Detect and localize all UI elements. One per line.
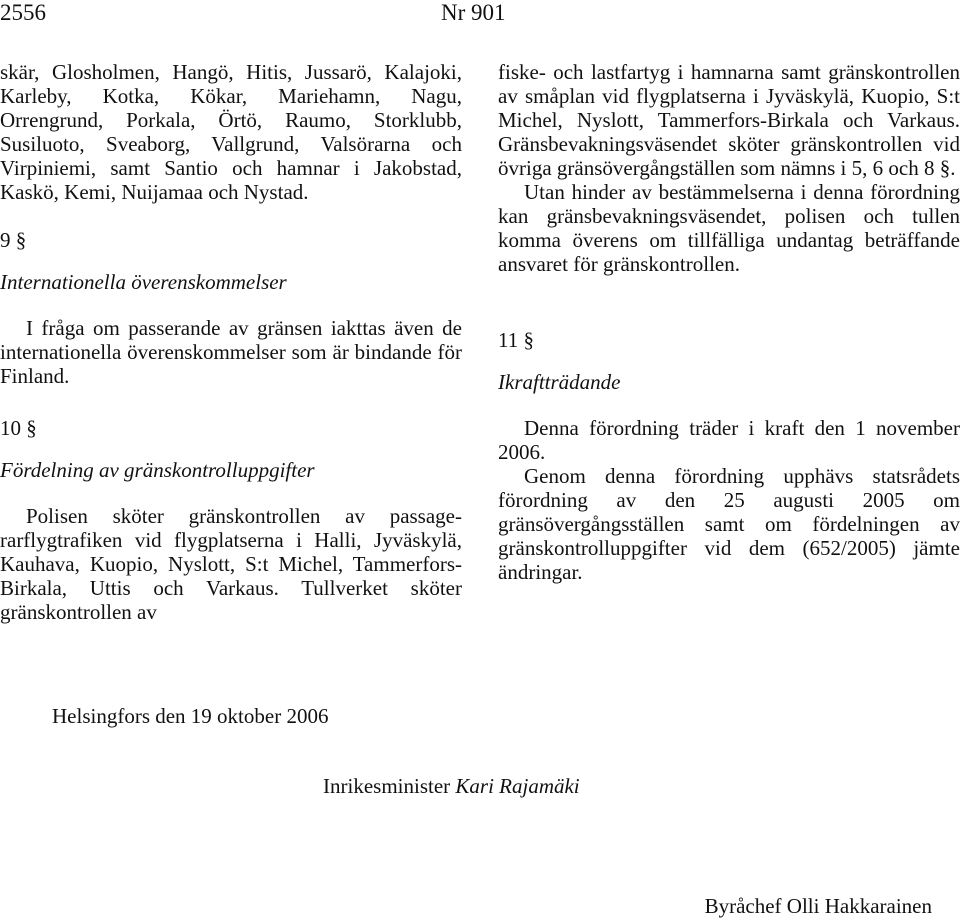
section-10-number: 10 § (0, 416, 37, 440)
continuation-paragraph: fiske- och lastfartyg i hamnarna samt gränskontrollen av småplan vid flygplatserna i Jyväskylä, Kuopio, S:t Michel, Nyslott, Tammerfors-Birkala och Varkaus. Gränsbevakningsväsendet sköter gränskontrollen vid övriga gränsövergångställen som nämns i 5, 6 och 8 §. (498, 60, 960, 180)
second-paragraph: Utan hinder av bestämmelserna i denna förordning kan gränsbevakningsväsendet, polisen och tullen komma överens om tillfälliga undantag beträffande ansvaret för gränskontrollen. (498, 180, 960, 276)
page-header (0, 0, 960, 30)
page-number: 2556 (0, 0, 46, 25)
section-9-title: Internationella överenskommelser (0, 270, 287, 294)
officer-signature: Byråchef Olli Hakkarainen (704, 894, 932, 918)
section-11-number: 11 § (498, 328, 534, 352)
section-11-title: Ikraftträdande (498, 370, 621, 394)
right-column (498, 60, 960, 584)
section-9-body: I fråga om passerande av gränsen iakttas även de internationella överenskommelser som är bindande för Finland. (0, 316, 462, 388)
intro-paragraph: skär, Glosholmen, Hangö, Hitis, Jussarö, Kalajoki, Karleby, Kotka, Kökar, Mariehamn, Nagu, Orrengrund, Porkala, Örtö, Raumo, Storklubb, Susiluoto, Sveaborg, Vallgrund, Valsörarna och Virpiniemi, samt Santio och hamnar i Jakobstad, Kaskö, Kemi, Nuijamaa och Nystad. (0, 60, 462, 204)
journal-number: Nr 901 (441, 0, 506, 25)
place-and-date: Helsingfors den 19 oktober 2006 (52, 704, 329, 728)
section-11-body-1: Denna förordning träder i kraft den 1 november 2006. (498, 416, 960, 464)
section-9-number: 9 § (0, 228, 27, 252)
section-11-body-2: Genom denna förordning upphävs statsrådets förordning av den 25 augusti 2005 om gränsövergångsställen samt om fördelningen av gränskontrolluppgifter vid dem (652/2005) jämte ändringar. (498, 464, 960, 584)
minister-title: Inrikesminister (323, 774, 451, 798)
minister-name: Kari Rajamäki (455, 774, 580, 798)
left-column (0, 60, 462, 624)
section-10-body: Polisen sköter gränskontrollen av passagerarflygtrafiken vid flygplatserna i Halli, Jyväskylä, Kauhava, Kuopio, Nyslott, S:t Michel, Tammerfors-Birkala, Uttis och Varkaus. Tullverket sköter gränskontrollen av (0, 504, 462, 624)
minister-signature (323, 774, 580, 798)
section-10-title: Fördelning av gränskontrolluppgifter (0, 458, 315, 482)
